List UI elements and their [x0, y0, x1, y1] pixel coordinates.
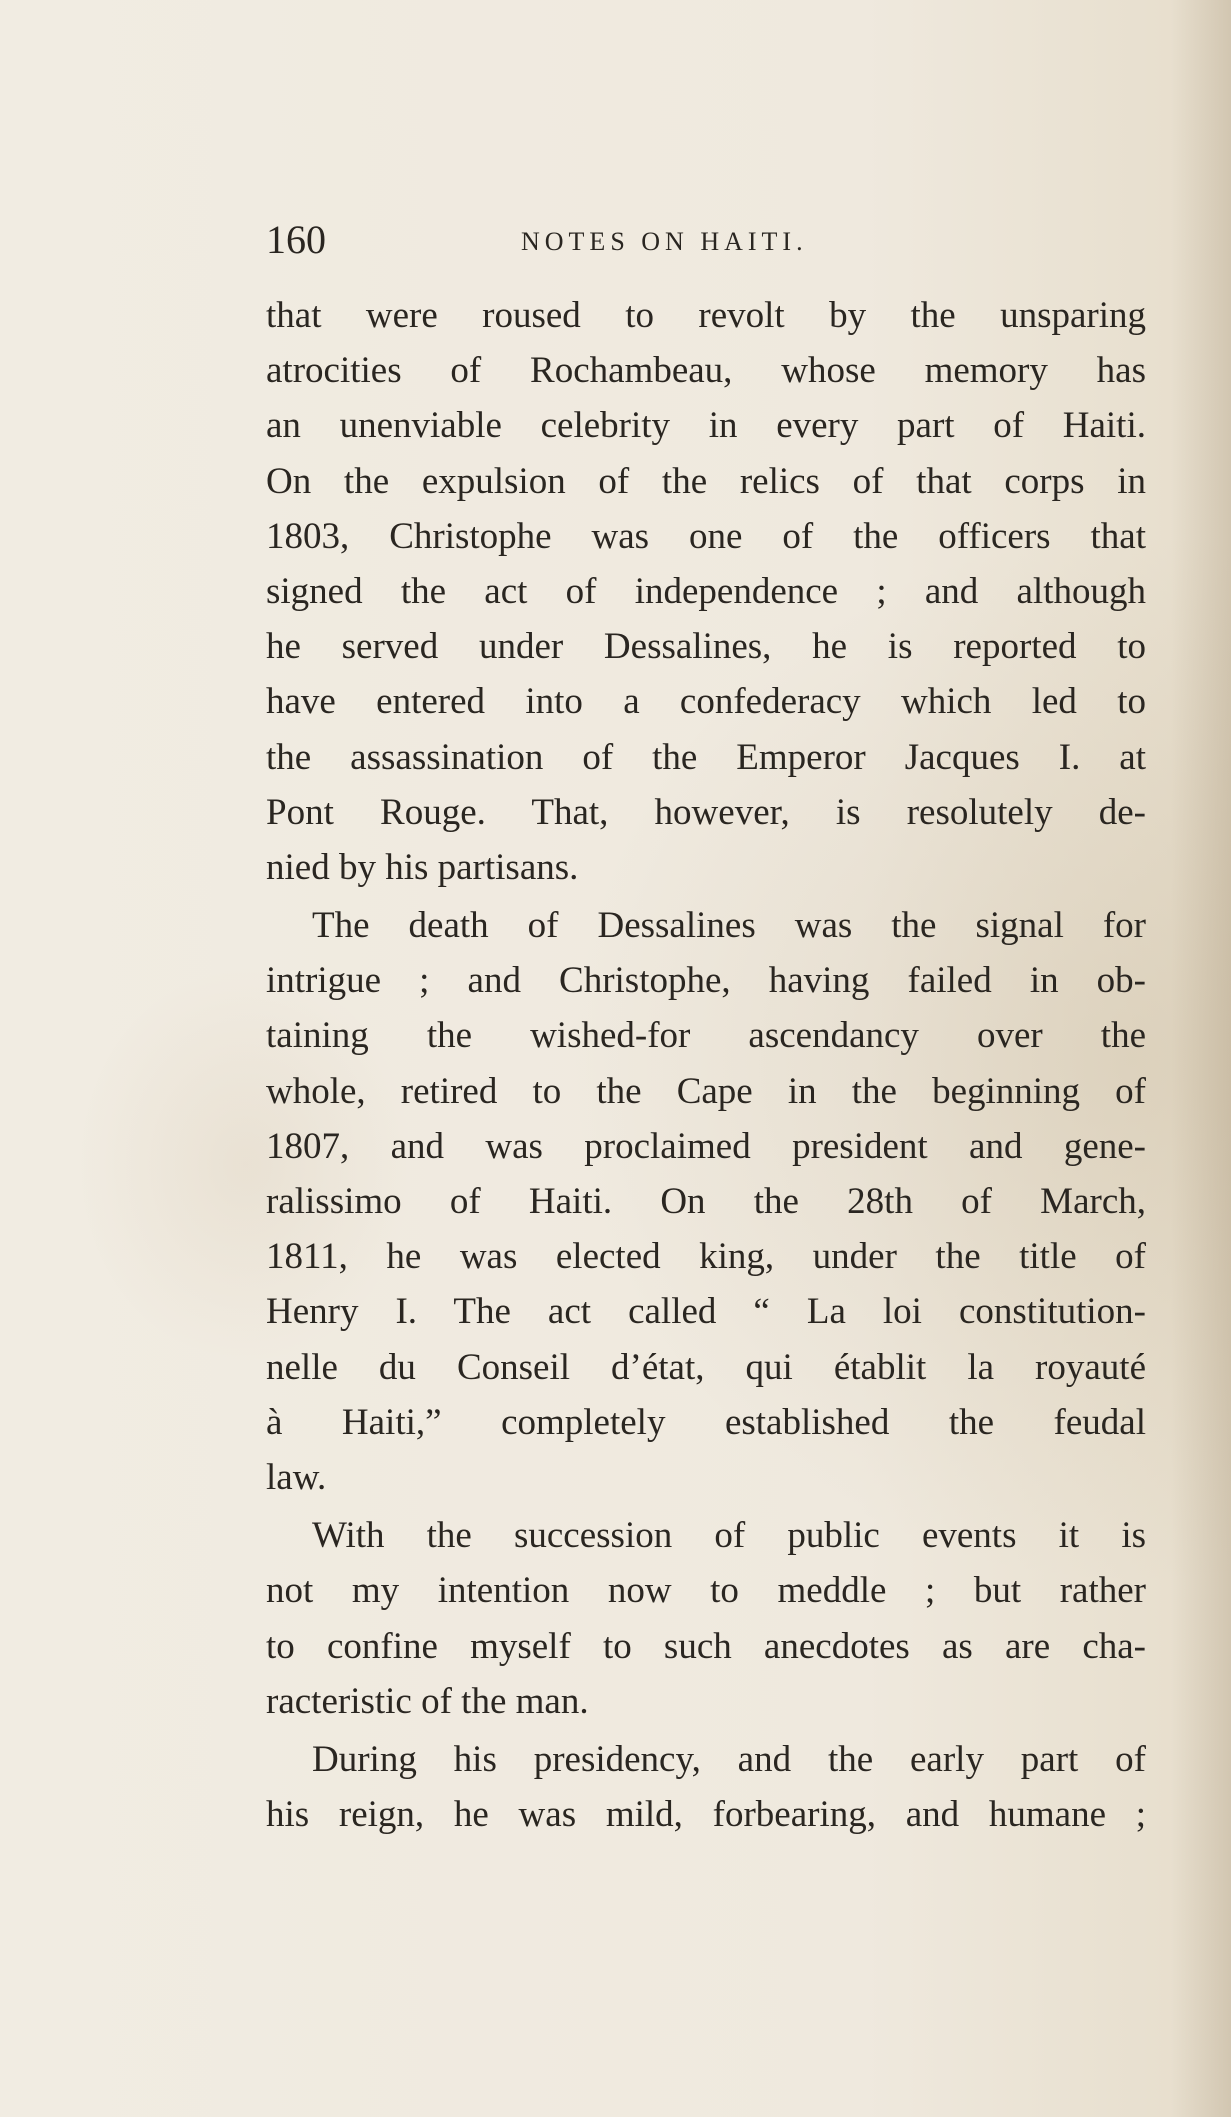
- text-line: à Haiti,” completely established the feudal: [266, 1401, 1146, 1443]
- text-line: nelle du Conseil d’état, qui établit la royauté: [266, 1346, 1146, 1388]
- text-line: whole, retired to the Cape in the beginning of: [266, 1070, 1146, 1112]
- page-header: [266, 212, 1156, 272]
- text-line: that were roused to revolt by the unsparing: [266, 295, 1146, 336]
- running-head: NOTES ON HAITI.: [521, 227, 808, 256]
- text-line: 1803, Christophe was one of the officers that: [266, 515, 1146, 557]
- text-line: Pont Rouge. That, however, is resolutely de-: [266, 791, 1146, 833]
- text-line: nied by his partisans.: [266, 846, 579, 888]
- text-line: With the succession of public events it is: [312, 1515, 1146, 1557]
- text-line: he served under Dessalines, he is reported to: [266, 626, 1146, 668]
- text-line: have entered into a confederacy which led to: [266, 681, 1146, 723]
- text-line: to confine myself to such anecdotes as are cha-: [266, 1625, 1146, 1667]
- text-line: law.: [266, 1456, 327, 1498]
- text-line: not my intention now to meddle ; but rather: [266, 1570, 1146, 1612]
- text-line: intrigue ; and Christophe, having failed in ob-: [266, 960, 1146, 1002]
- paragraph: [266, 1732, 1146, 1842]
- text-line: 1807, and was proclaimed president and gene-: [266, 1125, 1146, 1167]
- paragraph: [266, 1508, 1146, 1729]
- text-line: racteristic of the man.: [266, 1680, 589, 1722]
- page-gutter-shadow: [1171, 0, 1231, 2117]
- text-line: atrocities of Rochambeau, whose memory has: [266, 350, 1146, 392]
- text-line: The death of Dessalines was the signal for: [312, 905, 1146, 947]
- text-line: the assassination of the Emperor Jacques I. at: [266, 736, 1146, 778]
- body-text: [266, 288, 1146, 1842]
- text-line: On the expulsion of the relics of that corps in: [266, 460, 1146, 502]
- text-line: an unenviable celebrity in every part of Haiti.: [266, 405, 1146, 447]
- paragraph: [266, 898, 1146, 1505]
- text-line: signed the act of independence ; and although: [266, 570, 1146, 612]
- text-line: ralissimo of Haiti. On the 28th of March,: [266, 1181, 1146, 1222]
- paragraph: [266, 288, 1146, 895]
- text-line: Henry I. The act called “ La loi constitution-: [266, 1291, 1146, 1333]
- text-line: his reign, he was mild, forbearing, and humane ;: [266, 1794, 1146, 1836]
- page-number: 160: [266, 217, 326, 262]
- text-line: 1811, he was elected king, under the title of: [266, 1236, 1146, 1278]
- text-line: taining the wished-for ascendancy over the: [266, 1015, 1146, 1057]
- text-line: During his presidency, and the early part of: [312, 1738, 1146, 1780]
